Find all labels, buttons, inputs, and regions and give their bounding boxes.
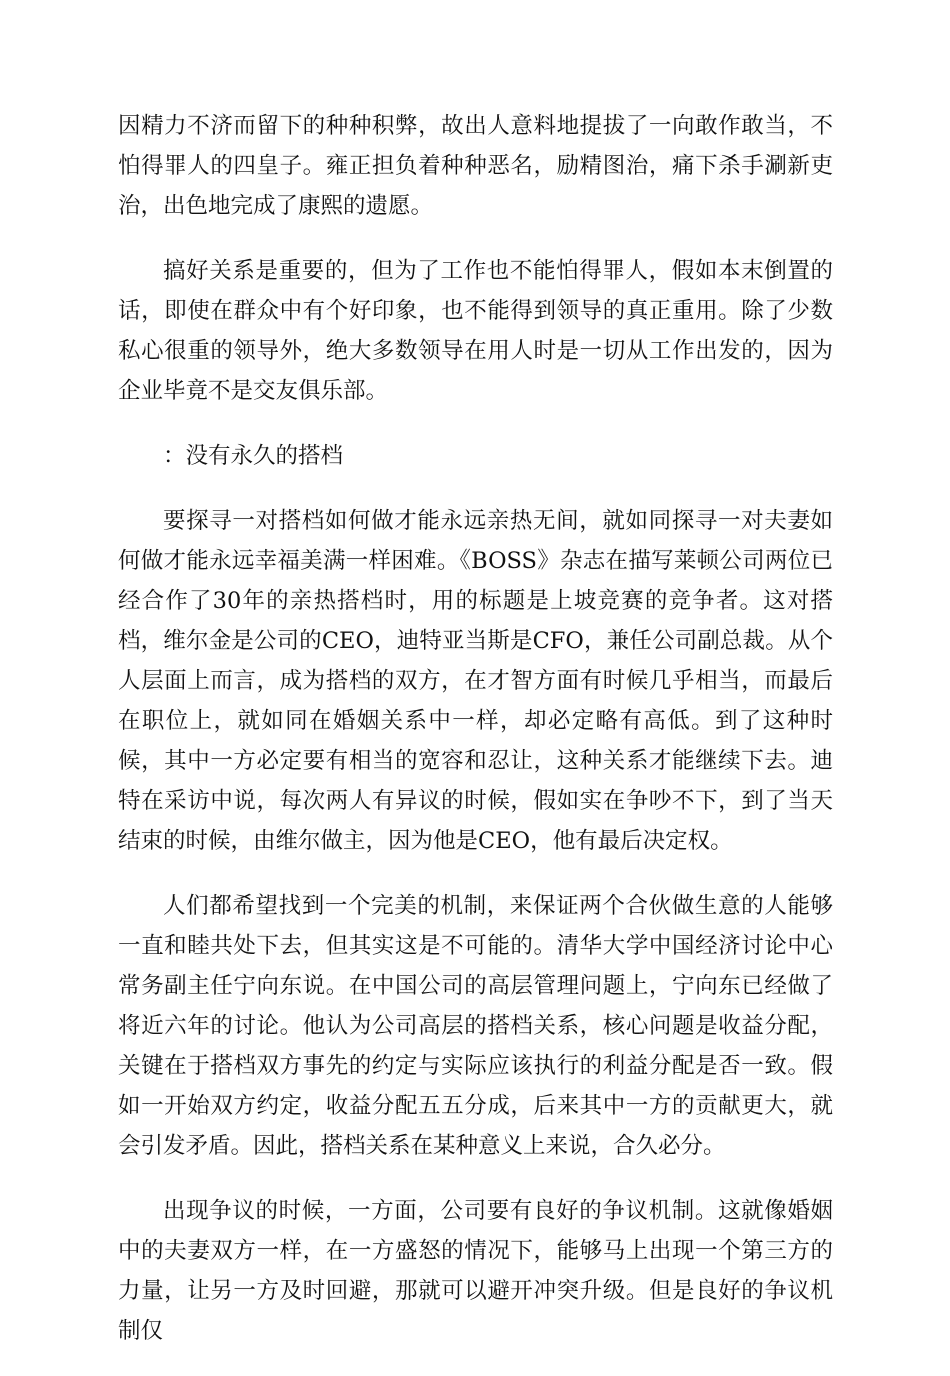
paragraph-mechanism: 人们都希望找到一个完美的机制，来保证两个合伙做生意的人能够一直和睦共处下去，但其实这是不可能的。清华大学中国经济讨论中心常务副主任宁向东说。在中国公司的高层管理问题上，宁向东已经做了将近六年的讨论。他认为公司高层的搭档关系，核心问题是收益分配，关键在于搭档双方事先的约定与实际应该执行的利益分配是否一致。假如一开始双方约定，收益分配五五分成，后来其中一方的贡献更大，就会引发矛盾。因此，搭档关系在某种意义上来说，合久必分。 <box>118 893 833 1159</box>
paragraph-partners: 要探寻一对搭档如何做才能永远亲热无间，就如同探寻一对夫妻如何做才能永远幸福美满一样困难。《BOSS》杂志在描写莱顿公司两位已经合作了30年的亲热搭档时，用的标题是上坡竞赛的竞争者。这对搭档，维尔金是公司的CEO，迪特亚当斯是CFO，兼任公司副总裁。从个人层面上而言，成为搭档的双方，在才智方面有时候几乎相当，而最后在职位上，就如同在婚姻关系中一样，却必定略有高低。到了这种时候，其中一方必定要有相当的宽容和忍让，这种关系才能继续下去。迪特在采访中说，每次两人有异议的时候，假如实在争吵不下，到了当天结束的时候，由维尔做主，因为他是CEO，他有最后决定权。 <box>118 508 833 854</box>
document-page <box>118 106 833 1376</box>
section-heading: ：没有永久的搭档 <box>163 443 344 469</box>
paragraph-relationships: 搞好关系是重要的，但为了工作也不能怕得罪人，假如本末倒置的话，即使在群众中有个好印象，也不能得到领导的真正重用。除了少数私心很重的领导外，绝大多数领导在用人时是一切从工作出发的，因为企业毕竟不是交友俱乐部。 <box>118 258 833 404</box>
paragraph-dispute: 出现争议的时候，一方面，公司要有良好的争议机制。这就像婚姻中的夫妻双方一样，在一方盛怒的情况下，能够马上出现一个第三方的力量，让另一方及时回避，那就可以避开冲突升级。但是良好的争议机制仅 <box>118 1198 833 1344</box>
paragraph-continuation: 因精力不济而留下的种种积弊，故出人意料地提拔了一向敢作敢当，不怕得罪人的四皇子。雍正担负着种种恶名，励精图治，痛下杀手涮新吏治，出色地完成了康熙的遗愿。 <box>118 113 833 219</box>
